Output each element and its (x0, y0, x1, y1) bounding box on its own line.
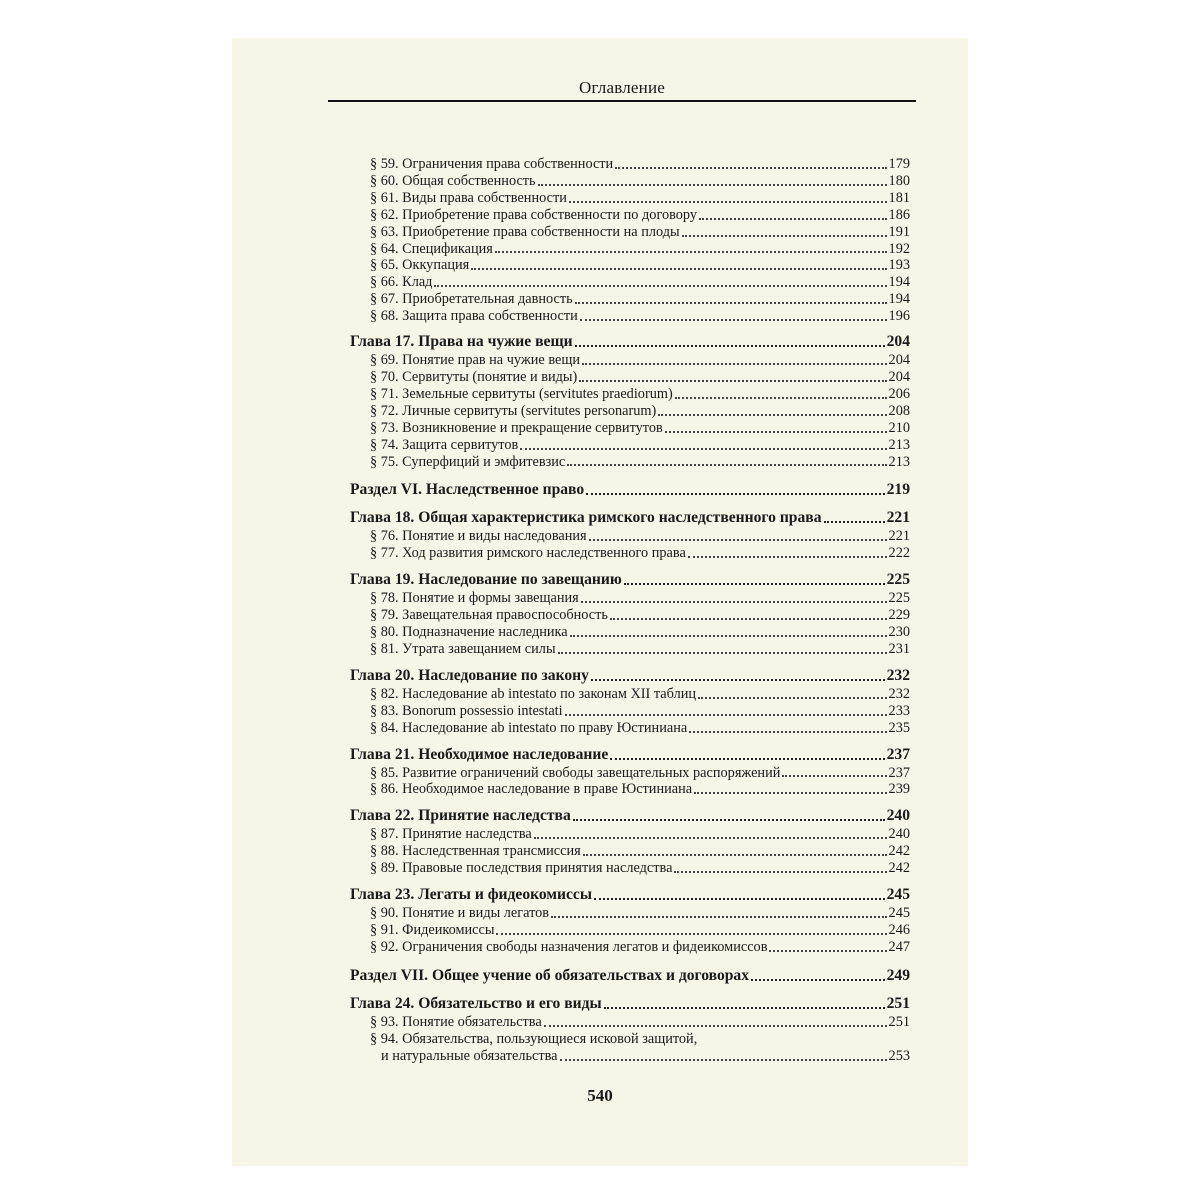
toc-entry-page: 232 (886, 666, 910, 684)
dot-leader (586, 493, 884, 495)
toc-entry-page: 251 (886, 994, 910, 1012)
toc-entry-page: 194 (888, 291, 910, 308)
toc-entry-page: 210 (888, 419, 910, 436)
toc-entry-page: 247 (888, 938, 910, 955)
toc-entry-title: Глава 24. Обязательство и его виды (350, 994, 602, 1012)
toc-entry-title: § 93. Понятие обязательства (370, 1013, 542, 1030)
toc-entry-title: § 79. Завещательная правоспособность (370, 607, 608, 624)
dot-leader (496, 933, 886, 935)
toc-entry-page: 225 (886, 571, 910, 589)
table-of-contents (350, 156, 910, 1065)
toc-part-row (350, 479, 910, 500)
dot-leader (782, 775, 886, 777)
dot-leader (582, 363, 887, 365)
toc-entry-page: 246 (888, 922, 910, 938)
dot-leader (665, 431, 887, 433)
toc-entry-title: Глава 18. Общая характеристика римского наследственного права (350, 509, 822, 527)
dot-leader (560, 1059, 887, 1061)
toc-entry-title: § 90. Понятие и виды легатов (370, 905, 550, 922)
toc-chapter-row (350, 744, 910, 765)
toc-section-row (350, 352, 910, 369)
toc-entry-title: § 91. Фидеикомиссы (370, 922, 495, 938)
toc-entry-page: 221 (886, 509, 910, 527)
toc-entry-title: § 63. Приобретение права собственности на плоды (370, 223, 680, 240)
dot-leader (544, 1025, 887, 1027)
toc-entry-page: 253 (888, 1047, 910, 1064)
toc-section-row (350, 173, 910, 190)
dot-leader (610, 618, 887, 620)
toc-entry-page: 191 (888, 223, 910, 240)
toc-entry-page: 186 (888, 206, 910, 223)
toc-section-row (350, 905, 910, 922)
toc-entry-title: Глава 17. Права на чужие вещи (350, 333, 573, 351)
toc-section-row (350, 590, 910, 607)
toc-section-row (350, 454, 910, 471)
dot-leader (594, 898, 885, 900)
toc-entry-title: § 71. Земельные сервитуты (servitutes praediorum) (370, 385, 673, 402)
toc-entry-page: 251 (888, 1013, 910, 1030)
header-rule (328, 100, 916, 102)
toc-entry-title: § 72. Личные сервитуты (servitutes personarum) (370, 402, 657, 419)
toc-chapter-row (350, 993, 910, 1014)
toc-section-row (350, 386, 910, 403)
toc-entry-title: § 74. Защита сервитутов (370, 436, 519, 453)
toc-section-row (350, 1048, 910, 1065)
toc-entry-page: 235 (888, 719, 910, 736)
dot-leader (675, 397, 887, 399)
toc-entry-title: § 77. Ход развития римского наследственного права (370, 545, 686, 562)
toc-entry-page: 242 (888, 843, 910, 860)
dot-leader (534, 837, 887, 839)
toc-entry-page: 249 (886, 966, 910, 984)
toc-entry-title: § 60. Общая собственность (370, 172, 536, 189)
dot-leader (674, 871, 886, 873)
toc-entry-page: 179 (888, 156, 910, 172)
dot-leader (495, 251, 887, 253)
toc-section-row (350, 1031, 910, 1048)
dot-leader (689, 731, 886, 733)
toc-section-row (350, 403, 910, 420)
toc-entry-title: § 88. Наследственная трансмиссия (370, 843, 581, 860)
toc-entry-title: § 73. Возникновение и прекращение сервитутов (370, 419, 663, 436)
toc-section-row (350, 703, 910, 720)
dot-leader (604, 1007, 885, 1009)
toc-section-row (350, 369, 910, 386)
toc-entry-title: § 94. Обязательства, пользующиеся исковой защитой, (370, 1030, 698, 1047)
toc-entry-page: 206 (888, 385, 910, 402)
toc-entry-title: § 78. Понятие и формы завещания (370, 590, 579, 607)
dot-leader (769, 950, 886, 952)
toc-section-row (350, 624, 910, 641)
toc-section-row (350, 607, 910, 624)
toc-part-row (350, 965, 910, 986)
toc-section-row (350, 826, 910, 843)
dot-leader (575, 302, 887, 304)
toc-entry-page: 196 (888, 308, 910, 325)
toc-section-row (350, 190, 910, 207)
toc-section-row (350, 720, 910, 737)
toc-chapter-row (350, 507, 910, 528)
toc-entry-page: 204 (886, 333, 910, 351)
toc-entry-page: 213 (888, 436, 910, 453)
toc-entry-page: 240 (888, 826, 910, 843)
dot-leader (567, 464, 886, 466)
dot-leader (570, 635, 887, 637)
toc-entry-title: Раздел VI. Наследственное право (350, 481, 585, 499)
toc-entry-title: § 84. Наследование ab intestato по праву Юстиниана (370, 719, 688, 736)
toc-section-row (350, 274, 910, 291)
toc-entry-title: Глава 19. Наследование по завещанию (350, 571, 622, 589)
book-page (232, 38, 968, 1166)
toc-entry-page: 232 (888, 685, 910, 702)
toc-entry-title: § 75. Суперфиций и эмфитевзис (370, 453, 566, 470)
dot-leader (688, 556, 887, 558)
toc-section-row (350, 207, 910, 224)
dot-leader (579, 380, 886, 382)
toc-entry-title: § 64. Спецификация (370, 240, 493, 257)
toc-chapter-row (350, 805, 910, 826)
toc-entry-title: Глава 22. Принятие наследства (350, 807, 571, 825)
toc-entry-title: Раздел VII. Общее учение об обязательствах и договорах (350, 966, 750, 984)
toc-section-row (350, 939, 910, 956)
toc-section-row (350, 257, 910, 274)
toc-section-row (350, 224, 910, 241)
dot-leader (615, 167, 886, 169)
toc-entry-title: Глава 20. Наследование по закону (350, 666, 589, 684)
dot-leader (624, 583, 885, 585)
dot-leader (699, 218, 887, 220)
toc-entry-page: 204 (888, 352, 910, 369)
dot-leader (751, 979, 885, 981)
toc-section-row (350, 156, 910, 173)
toc-entry-page: 245 (886, 886, 910, 904)
toc-entry-title: § 69. Понятие прав на чужие вещи (370, 352, 580, 369)
toc-entry-page: 181 (888, 189, 910, 206)
toc-entry-page: 194 (888, 274, 910, 291)
toc-entry-title: § 66. Клад (370, 274, 433, 291)
toc-entry-title: § 59. Ограничения права собственности (370, 156, 614, 172)
toc-entry-page: 208 (888, 402, 910, 419)
dot-leader (610, 758, 884, 760)
toc-entry-title: Глава 23. Легаты и фидеокомиссы (350, 886, 593, 904)
toc-chapter-row (350, 884, 910, 905)
dot-leader (551, 916, 887, 918)
toc-entry-page: 193 (888, 257, 910, 274)
dot-leader (573, 819, 885, 821)
toc-section-row (350, 437, 910, 454)
toc-entry-title: § 65. Оккупация (370, 257, 470, 274)
running-header: Оглавление (579, 78, 665, 97)
toc-entry-title: § 85. Развитие ограничений свободы завещательных распоряжений (370, 764, 781, 781)
toc-section-row (350, 420, 910, 437)
toc-chapter-row (350, 569, 910, 590)
toc-entry-page: 222 (888, 545, 910, 562)
toc-section-row (350, 860, 910, 877)
toc-entry-title: § 68. Защита права собственности (370, 308, 578, 325)
toc-entry-page: 230 (888, 624, 910, 641)
toc-entry-title: § 89. Правовые последствия принятия наследства (370, 860, 673, 877)
toc-section-row (350, 528, 910, 545)
dot-leader (471, 268, 886, 270)
dot-leader (538, 184, 887, 186)
toc-entry-title: § 76. Понятие и виды наследования (370, 528, 587, 545)
toc-entry-title: § 92. Ограничения свободы назначения легатов и фидеикомиссов (370, 938, 768, 955)
toc-section-row (350, 686, 910, 703)
dot-leader (698, 697, 887, 699)
dot-leader (569, 201, 887, 203)
toc-entry-title: § 61. Виды права собственности (370, 189, 567, 206)
toc-section-row (350, 765, 910, 782)
dot-leader (682, 235, 887, 237)
toc-section-row (350, 843, 910, 860)
toc-entry-page: 221 (888, 528, 910, 545)
toc-entry-page: 245 (888, 905, 910, 922)
toc-chapter-row (350, 665, 910, 686)
dot-leader (520, 448, 886, 450)
dot-leader (583, 854, 887, 856)
dot-leader (824, 521, 885, 523)
toc-entry-page: 180 (888, 172, 910, 189)
toc-entry-title: § 86. Необходимое наследование в праве Юстиниана (370, 781, 693, 798)
toc-entry-title: § 62. Приобретение права собственности по договору (370, 206, 698, 223)
toc-entry-page: 204 (888, 368, 910, 385)
toc-section-row (350, 922, 910, 939)
page-number: 540 (587, 1086, 613, 1105)
toc-entry-page: 231 (888, 640, 910, 657)
toc-entry-page: 242 (888, 860, 910, 877)
toc-entry-page: 219 (886, 481, 910, 499)
dot-leader (580, 319, 887, 321)
toc-entry-title: § 82. Наследование ab intestato по законам XII таблиц (370, 685, 697, 702)
toc-entry-page: 225 (888, 590, 910, 607)
toc-section-row (350, 291, 910, 308)
dot-leader (589, 539, 887, 541)
toc-entry-page: 237 (888, 764, 910, 781)
toc-entry-page: 237 (886, 745, 910, 763)
toc-chapter-row (350, 331, 910, 352)
toc-entry-title: § 67. Приобретательная давность (370, 291, 573, 308)
dot-leader (658, 414, 886, 416)
toc-section-row (350, 545, 910, 562)
toc-entry-page: 229 (888, 607, 910, 624)
dot-leader (694, 792, 886, 794)
dot-leader (581, 601, 887, 603)
toc-entry-title: § 83. Bonorum possessio intestati (370, 702, 563, 719)
dot-leader (558, 652, 887, 654)
toc-entry-title: § 87. Принятие наследства (370, 826, 532, 843)
toc-section-row (350, 241, 910, 258)
dot-leader (434, 285, 886, 287)
toc-section-row (350, 781, 910, 798)
toc-entry-page: 240 (886, 807, 910, 825)
toc-section-row (350, 641, 910, 658)
toc-entry-page: 192 (888, 240, 910, 257)
toc-entry-title: § 80. Подназначение наследника (370, 624, 568, 641)
toc-entry-page: 233 (888, 702, 910, 719)
toc-entry-page: 239 (888, 781, 910, 798)
toc-entry-page: 213 (888, 453, 910, 470)
toc-entry-title: и натуральные обязательства (381, 1047, 558, 1064)
toc-entry-title: Глава 21. Необходимое наследование (350, 745, 609, 763)
toc-section-row (350, 1014, 910, 1031)
toc-section-row (350, 308, 910, 325)
toc-entry-title: § 81. Утрата завещанием силы (370, 640, 556, 657)
dot-leader (575, 345, 885, 347)
toc-entry-title: § 70. Сервитуты (понятие и виды) (370, 368, 578, 385)
dot-leader (591, 679, 885, 681)
dot-leader (565, 714, 887, 716)
